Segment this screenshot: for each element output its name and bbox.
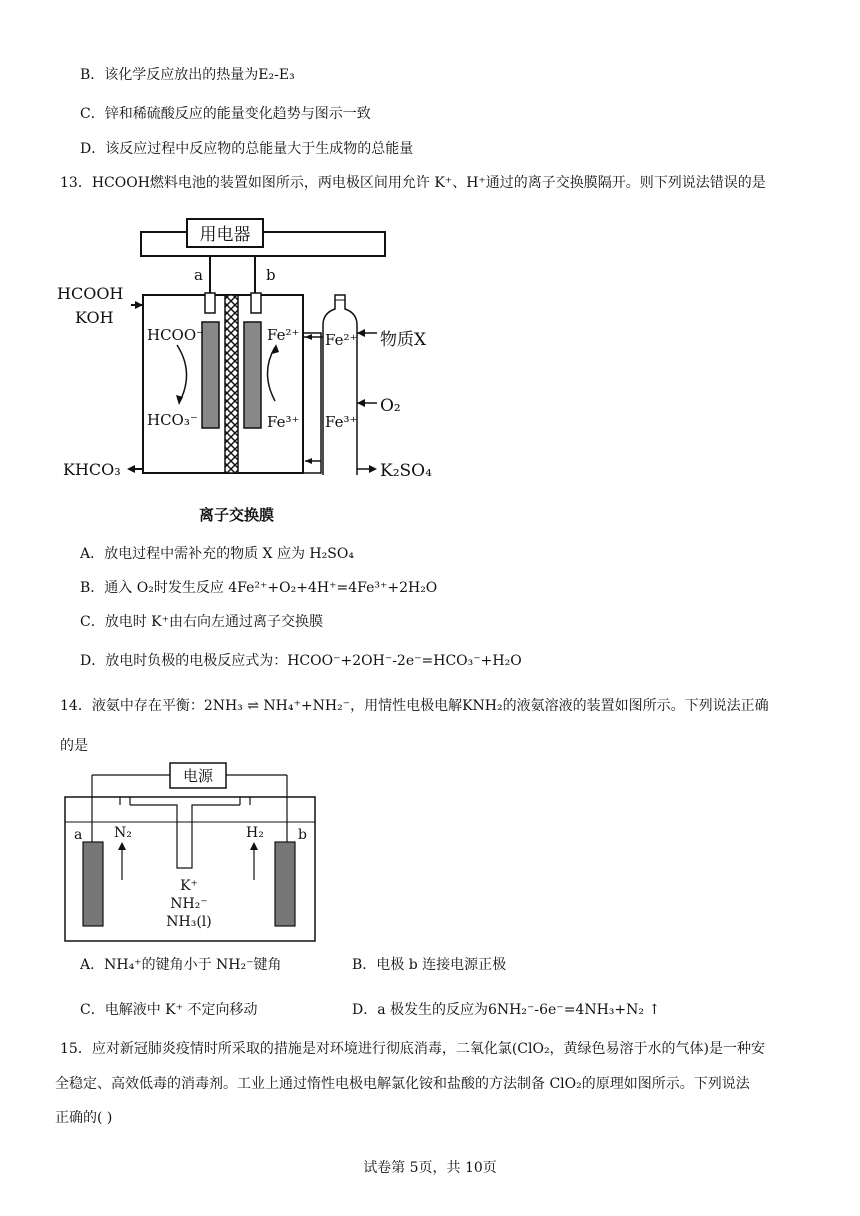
electrode-a — [83, 842, 103, 926]
electrode-a — [202, 322, 219, 428]
membrane-caption: 离子交换膜 — [199, 506, 275, 524]
q14-stem-line1: 14．液氨中存在平衡：2NH₃ ⇌ NH₄⁺+NH₂⁻，用情性电极电解KNH₂的液氨溶液的装置如图所示。下列说法正确 — [60, 698, 769, 714]
q13-option-c: C．放电时 K⁺由右向左通过离子交换膜 — [80, 614, 324, 630]
q15-line3: 正确的( ) — [55, 1110, 113, 1126]
ion-hco3: HCO₃⁻ — [147, 411, 198, 429]
electrode-b — [244, 322, 261, 428]
electrode-a-label: a — [74, 827, 83, 843]
o2-inlet: O₂ — [380, 396, 401, 416]
q14-option-c: C．电解液中 K⁺ 不定向移动 — [80, 1002, 258, 1018]
q13-option-b: B．通入 O₂时发生反应 4Fe²⁺+O₂+4H⁺=4Fe³⁺+2H₂O — [80, 580, 438, 596]
ion-nh2: NH₂⁻ — [170, 896, 208, 912]
q13-option-a: A．放电过程中需补充的物质 X 应为 H₂SO₄ — [80, 546, 354, 562]
outlet-k2so4: K₂SO₄ — [380, 461, 432, 481]
ion-fe2-tower: Fe²⁺ — [325, 331, 358, 349]
ion-fe3-tower: Fe³⁺ — [325, 413, 358, 431]
device-label: 用电器 — [199, 225, 251, 245]
q13-fuel-cell-diagram — [55, 205, 445, 530]
ion-hcoo: HCOO⁻ — [147, 326, 205, 344]
regeneration-tower — [323, 295, 357, 475]
electrode-b-label: b — [298, 827, 307, 843]
ion-k: K⁺ — [180, 878, 198, 894]
ion-fe3-cell: Fe³⁺ — [267, 413, 300, 431]
q13-stem: 13．HCOOH燃料电池的装置如图所示，两电极区间用允许 K⁺、H⁺通过的离子交换膜隔开。则下列说法错误的是 — [60, 175, 766, 191]
inlet-koh: KOH — [75, 308, 114, 327]
q14-option-d: D．a 极发生的反应为6NH₂⁻-6e⁻=4NH₃+N₂ ↑ — [352, 1002, 661, 1018]
gas-h2: H₂ — [246, 825, 264, 841]
gas-n2: N₂ — [114, 825, 132, 841]
q14-option-a: A．NH₄⁺的键角小于 NH₂⁻键角 — [80, 957, 282, 973]
q15-line2: 全稳定、高效低毒的消毒剂。工业上通过惰性电极电解氯化铵和盐酸的方法制备 ClO₂的原理如图所示。下列说法 — [55, 1076, 750, 1092]
inlet-hcooh: HCOOH — [57, 284, 124, 303]
prev-option-b: B．该化学反应放出的热量为E₂-E₃ — [80, 67, 295, 83]
prev-option-d: D．该反应过程中反应物的总能量大于生成物的总能量 — [80, 141, 414, 157]
outlet-khco3: KHCO₃ — [63, 460, 121, 479]
electrode-a-label: a — [194, 266, 203, 284]
electrode-b-label: b — [266, 266, 276, 284]
page-footer: 试卷第 5页，共 10页 — [363, 1160, 497, 1176]
electrode-b — [275, 842, 295, 926]
q15-line1: 15．应对新冠肺炎疫情时所采取的措施是对环境进行彻底消毒，二氧化氯(ClO₂，黄绿色易溶于水的气体)是一种安 — [60, 1041, 766, 1057]
power-label: 电源 — [182, 767, 214, 785]
q14-electrolysis-diagram — [62, 760, 322, 944]
ion-exchange-membrane — [225, 295, 238, 473]
q14-stem-line2: 的是 — [60, 738, 88, 754]
substance-x: 物质X — [380, 330, 427, 350]
q13-option-d: D．放电时负极的电极反应式为：HCOO⁻+2OH⁻-2e⁻=HCO₃⁻+H₂O — [80, 653, 522, 669]
prev-option-c: C．锌和稀硫酸反应的能量变化趋势与图示一致 — [80, 106, 371, 122]
cell-body — [143, 295, 303, 473]
solvent-nh3: NH₃(l) — [166, 914, 212, 930]
q14-option-b: B．电极 b 连接电源正极 — [352, 957, 507, 973]
ion-fe2-cell: Fe²⁺ — [267, 326, 300, 344]
